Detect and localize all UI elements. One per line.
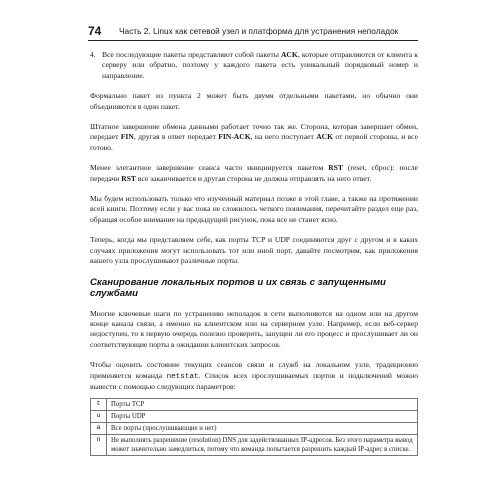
param-description: Порты UDP [107,411,418,423]
term-rst: RST [328,163,343,173]
text-run: Чтобы оценить состояние текущих сеансов связи и служб на локальном узле, традиционно применяется команда [90,360,418,380]
text-run: , на него поступает [250,132,317,142]
paragraph-steps: Многие ключевые шаги по устранению неполадок в сети выполняются на одном или на другом конце канала связи, а именно на клиентском или на серверном узле. Например, если веб-сервер недоступен, то в первую очередь полезно проверить, запущен ли его процесс и прослушивает ли он соответствующие порты в ожидании клиентских запросов. [90,308,418,349]
command-netstat: netstat [166,372,199,381]
page-header [88,24,418,41]
text-run: все заканчивается и другая сторона не должна отправлять на него ответ. [136,173,372,183]
table-row [91,435,418,456]
parameters-table [90,398,418,456]
term-ack: ACK [280,50,298,59]
text-run: . Список всех прослушиваемых портов и подключений можно вывести с помощью следующих параметров: [90,370,418,391]
param-description: Не выполнять разрешение (resolution) DNS для задействованных IP-адресов. Без этого параметра вывод может значительно замедлиться, потому что команда попытается разрешить каждый IP-адрес в списке. [107,435,418,456]
text-run: , другая в ответ передает [133,132,219,142]
paragraph-shutdown [90,122,418,153]
term-rst: RST [121,173,136,183]
paragraph-formally: Формально пакет из пункта 2 может быть двумя отдельными пакетами, но обычно они объединяются в один пакет. [90,91,418,111]
param-description: Порты TCP [107,399,418,411]
paragraph-rst [90,163,418,184]
param-flag: a [91,423,107,435]
param-flag: n [91,435,107,456]
text-run: Штатное завершение обмена данными работает точно так же. Сторона, которая завершает обмен, передает [90,122,418,142]
list-number: 4. [90,50,96,59]
term-ack: ACK [316,132,334,142]
list-item-4 [90,50,418,81]
text-run: от первой стороны, и все готово. [90,132,419,152]
table-row [91,399,418,411]
param-flag: u [91,411,107,423]
text-run: , которые отправляются от клиента к серверу или обратно, поэтому у каждого пакета есть уникальный порядковый номер и направление. [102,50,418,80]
term-fin: FIN [120,132,134,142]
running-title: Часть 2. Linux как сетевой узел и платформа для устранения неполадок [119,26,399,36]
term-fin-ack: FIN-ACK [218,132,251,142]
param-flag: t [91,399,107,411]
text-run: Все последующие пакеты представляют собой пакеты [102,50,281,59]
page-number: 74 [88,24,102,38]
paragraph-later: Мы будем использовать только что изученный материал позже в этой главе, а также на протяжении всей книги. Поэтому если у вас пока не сложилось четкого понимания, перечитайте раздел еще раз, обращая особое внимание на предыдущий рисунок, пока все не станет ясно. [90,194,418,224]
param-description: Все порты (прослушивающие и нет) [107,423,418,435]
table-row [91,423,418,435]
section-heading: Сканирование локальных портов и их связь с запущенными службами [90,276,386,299]
paragraph-ports: Теперь, когда мы представляем себе, как порты TCP и UDP соединяются друг с другом и в каких случаях приложения могут использовать тот или иной порт, давайте посмотрим, как приложения вашего узла прослушивают различные порты. [90,235,418,266]
table-row [91,411,418,423]
paragraph-netstat [90,360,418,392]
text-run: Менее элегантное завершение сеанса часто инициируется пакетом [90,163,329,173]
text-run: (reset, сброс): после передачи [90,163,418,183]
page-body [90,50,418,456]
